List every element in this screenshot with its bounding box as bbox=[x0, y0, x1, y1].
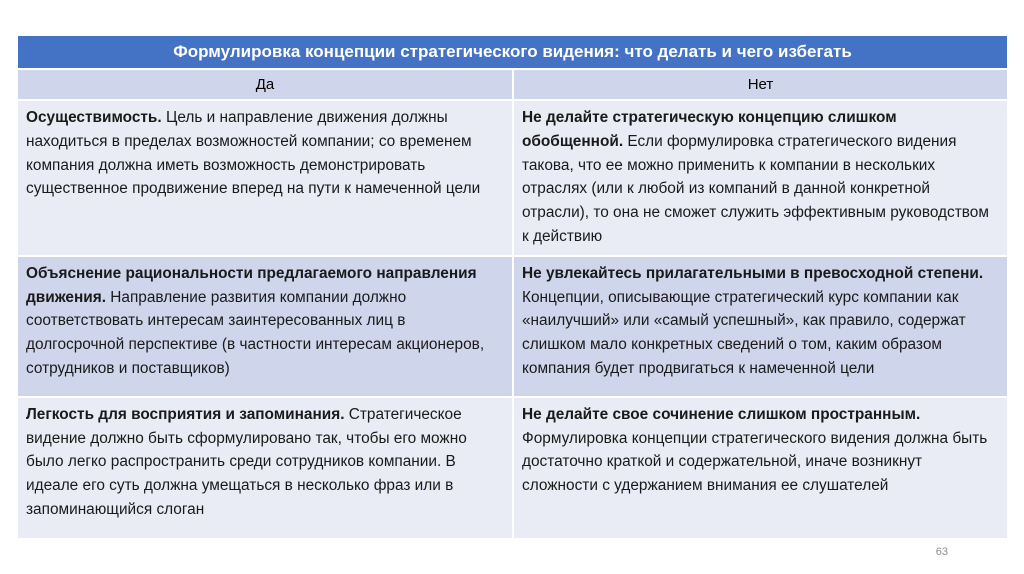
table-row bbox=[18, 256, 1007, 397]
cell-heading: Не делайте стратегическую концепцию слишком обобщенной. bbox=[522, 109, 897, 150]
cell-heading: Не увлекайтесь прилагательными в превосходной степени. bbox=[522, 264, 984, 282]
cell-text: Цель и направление движения должны находиться в пределах возможностей компании; со временем компания должна иметь возможность демонстрировать существенное продвижение вперед на пути к намеченной цели bbox=[26, 109, 481, 198]
cell-heading: Не делайте свое сочинение слишком пространным. bbox=[522, 405, 921, 423]
cell-text: Формулировка концепции стратегического видения должна быть достаточно краткой и содержательной, иначе возникнут сложности с удержанием внимания ее слушателей bbox=[522, 429, 988, 495]
table-title: Формулировка концепции стратегического видения: что делать и чего избегать bbox=[18, 36, 1007, 69]
cell-yes-rationale bbox=[18, 256, 513, 397]
cell-text: Направление развития компании должно соответствовать интересам заинтересованных лиц в долгосрочной перспективе (в частности интересам акционеров, сотрудников и поставщиков) bbox=[26, 288, 485, 377]
cell-heading: Объяснение рациональности предлагаемого направления движения. bbox=[26, 264, 477, 306]
cell-heading: Осуществимость. bbox=[26, 109, 162, 126]
cell-yes-memorability bbox=[18, 397, 513, 538]
cell-text: Концепции, описывающие стратегический курс компании как «наилучший» или «самый успешный», как правило, содержат слишком мало конкретных сведений о том, каким образом компания будет продвигаться к намеченной цели bbox=[522, 288, 966, 377]
page-number: 63 bbox=[935, 546, 948, 558]
table-row bbox=[18, 100, 1007, 256]
cell-no-superlatives bbox=[513, 256, 1007, 397]
cell-text: Стратегическое видение должно быть сформулировано так, чтобы его можно было легко распространить среди сотрудников компании. В идеале его суть должна умещаться в несколько фраз или в запоминающийся слоган bbox=[26, 405, 467, 518]
cell-heading: Легкость для восприятия и запоминания. bbox=[26, 405, 345, 423]
cell-text: Если формулировка стратегического видения такова, что ее можно применить к компании в нескольких отраслях (или к любой из компаний в данной конкретной отрасли), то она не сможет служить эффективным руководством к действию bbox=[522, 132, 989, 245]
column-header-no: Нет bbox=[513, 69, 1007, 100]
concept-table bbox=[18, 36, 1007, 538]
cell-no-generality bbox=[513, 100, 1007, 256]
cell-no-verbosity bbox=[513, 397, 1007, 538]
table-row bbox=[18, 397, 1007, 538]
column-header-yes: Да bbox=[18, 69, 513, 100]
cell-yes-feasibility bbox=[18, 100, 513, 256]
